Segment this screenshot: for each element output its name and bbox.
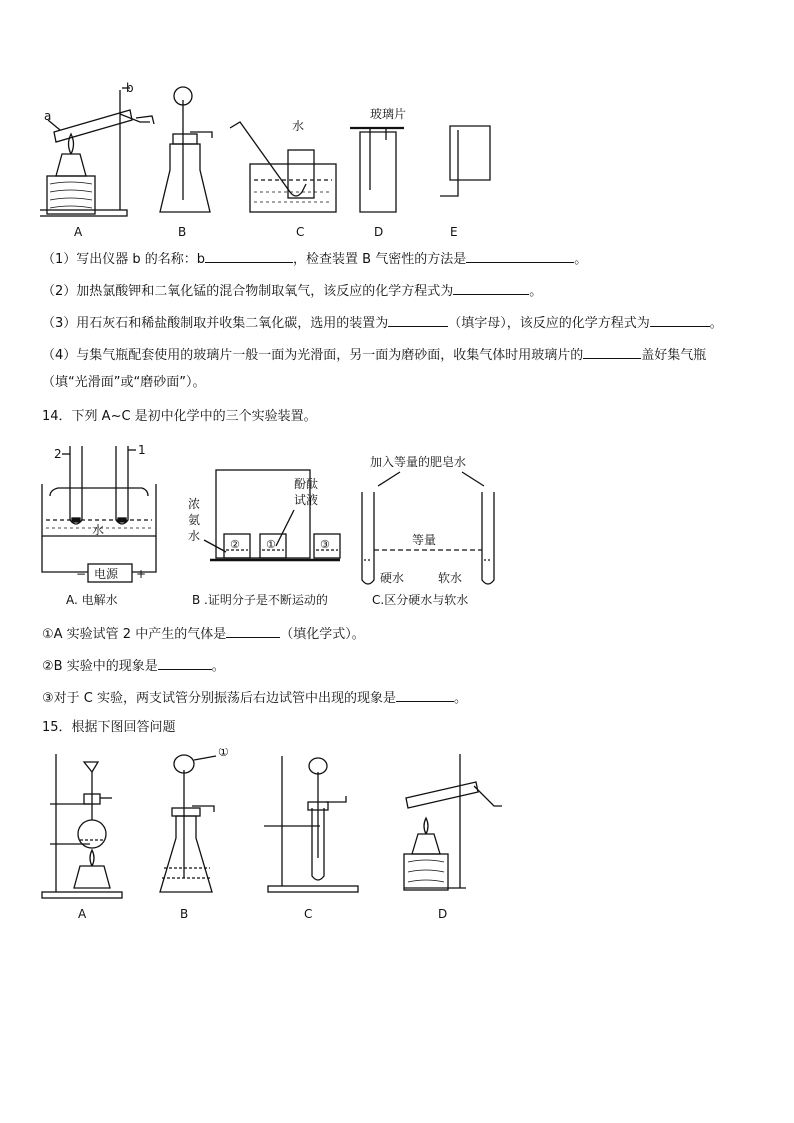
fig2-c-right-tube xyxy=(482,492,494,584)
fig2-c-hard-label: 硬水 xyxy=(380,571,405,585)
fig3-d-test-tube xyxy=(406,782,478,808)
fig3-caption-c: C xyxy=(304,907,313,921)
fig1-caption-a: A xyxy=(74,225,83,239)
q14-sub1 xyxy=(42,625,365,644)
fig1-a-alcohol-lamp xyxy=(56,154,86,176)
q14-sub2-text-b: 。 xyxy=(211,659,225,674)
q14-sub2-blank[interactable] xyxy=(158,657,212,670)
q14-title: 14．下列 A~C 是初中化学中的三个实验装置。 xyxy=(42,409,317,424)
fig2-a-caption: A. 电解水 xyxy=(66,593,118,607)
fig3-c-funnel xyxy=(309,758,327,774)
fig1-label-glass: 玻璃片 xyxy=(370,107,407,121)
fig2-c-equal-label: 等量 xyxy=(412,533,437,547)
q13-part3-blank-2[interactable] xyxy=(650,314,710,327)
q14-sub3 xyxy=(42,689,467,708)
q13-part4-hint: （填“光滑面”或“磨砂面”）。 xyxy=(42,375,206,390)
q13-part1-blank-1[interactable] xyxy=(205,250,293,263)
q13-part4-text-b: 盖好集气瓶 xyxy=(641,348,707,363)
fig2-c-left-tube xyxy=(362,492,374,584)
fig2-a-label-2: 2 xyxy=(54,447,62,461)
q14-sub3-text-a: ③对于 C 实验，两支试管分别振荡后右边试管中出现的现象是 xyxy=(42,691,396,706)
fig2-b-beaker-1: ① xyxy=(266,538,276,551)
fig1-label-b: b xyxy=(126,81,134,95)
fig2-b-ammonia-1: 浓 xyxy=(188,497,201,511)
fig2-a-label-power: 电源 xyxy=(94,567,119,581)
fig1-b-flask xyxy=(160,144,210,212)
fig1-label-a: a xyxy=(44,109,52,123)
fig3-b-flask xyxy=(160,816,212,892)
fig1-c-delivery-tube xyxy=(230,122,306,196)
fig3-a-funnel xyxy=(84,762,98,772)
fig3-caption-d: D xyxy=(438,907,448,921)
apparatus-figure-2 xyxy=(36,436,506,610)
q13-part3 xyxy=(42,314,723,333)
fig2-c-caption: C.区分硬水与软水 xyxy=(372,593,469,607)
q13-part3-text-c: 。 xyxy=(709,316,723,331)
fig2-a-label-minus: − xyxy=(76,567,87,581)
q14-sub2 xyxy=(42,657,225,676)
q13-part1-text-a: （1）写出仪器 b 的名称：b xyxy=(42,252,206,267)
q13-part3-text-b: （填字母），该反应的化学方程式为 xyxy=(448,316,650,331)
fig2-a-label-water: 水 xyxy=(92,523,105,537)
fig3-caption-b: B xyxy=(180,907,189,921)
q14-sub1-blank[interactable] xyxy=(226,625,280,638)
q14-sub3-text-b: 。 xyxy=(454,691,468,706)
fig1-caption-b: B xyxy=(178,225,187,239)
q13-part1-blank-2[interactable] xyxy=(466,250,574,263)
q14-sub1-text-b: （填化学式）。 xyxy=(280,627,365,642)
apparatus-figure-3 xyxy=(36,748,516,924)
fig2-b-ammonia-2: 氨 xyxy=(188,513,201,527)
fig1-c-trough xyxy=(250,164,336,212)
fig3-d-wooden-block xyxy=(404,854,448,890)
fig2-a-tube-1 xyxy=(116,446,128,524)
fig2-b-phenol-1: 酚酞 xyxy=(294,477,319,491)
fig2-b-ammonia-3: 水 xyxy=(188,529,201,543)
q13-part1-text-b: ，检查装置 B 气密性的方法是 xyxy=(293,252,467,267)
q13-part3-blank-1[interactable] xyxy=(388,314,448,327)
q13-part1 xyxy=(42,250,587,269)
fig2-b-beaker-3: ③ xyxy=(320,538,330,551)
q13-part3-text-a: （3）用石灰石和稀盐酸制取并收集二氧化碳，选用的装置为 xyxy=(42,316,389,331)
fig2-b-beaker-2: ② xyxy=(230,538,240,551)
fig1-d-bottle xyxy=(360,132,396,212)
fig2-b-phenol-2: 试液 xyxy=(294,493,319,507)
q13-part2-text-a: （2）加热氯酸钾和二氧化锰的混合物制取氧气，该反应的化学方程式为 xyxy=(42,284,454,299)
q13-part4-blank[interactable] xyxy=(583,346,641,359)
fig2-a-tube-2 xyxy=(70,446,82,524)
fig2-a-label-1: 1 xyxy=(138,443,146,457)
q13-part2-blank[interactable] xyxy=(453,282,529,295)
q14-sub2-text-a: ②B 实验中的现象是 xyxy=(42,659,158,674)
fig3-a-lamp xyxy=(74,866,110,888)
q13-part4-text-a: （4）与集气瓶配套使用的玻璃片一般一面为光滑面，另一面为磨砂面，收集气体时用玻璃片的 xyxy=(42,348,584,363)
fig2-a-label-plus: + xyxy=(136,567,147,581)
fig3-circle-1: ① xyxy=(218,748,229,759)
fig1-c-gas-bottle xyxy=(288,150,314,198)
fig1-e-bottle xyxy=(450,126,490,180)
fig1-e-tube xyxy=(440,130,458,196)
fig1-caption-e: E xyxy=(450,225,458,239)
fig1-caption-d: D xyxy=(374,225,384,239)
q14-sub3-blank[interactable] xyxy=(396,689,454,702)
q15-title: 15．根据下图回答问题 xyxy=(42,720,176,735)
fig3-a-flask xyxy=(78,820,106,848)
fig2-c-top-label: 加入等量的肥皂水 xyxy=(370,455,467,469)
q13-part2-text-b: 。 xyxy=(529,284,543,299)
fig2-c-soft-label: 软水 xyxy=(438,571,463,585)
fig2-b-caption: B .证明分子是不断运动的 xyxy=(192,593,328,607)
q13-part4 xyxy=(42,346,706,365)
apparatus-figure-1 xyxy=(40,80,510,240)
fig1-caption-c: C xyxy=(296,225,305,239)
q13-part1-text-c: 。 xyxy=(574,252,588,267)
q13-part2 xyxy=(42,282,542,301)
q14-sub1-text-a: ①A 实验试管 2 中产生的气体是 xyxy=(42,627,227,642)
fig1-label-water: 水 xyxy=(292,119,305,133)
fig3-caption-a: A xyxy=(78,907,87,921)
